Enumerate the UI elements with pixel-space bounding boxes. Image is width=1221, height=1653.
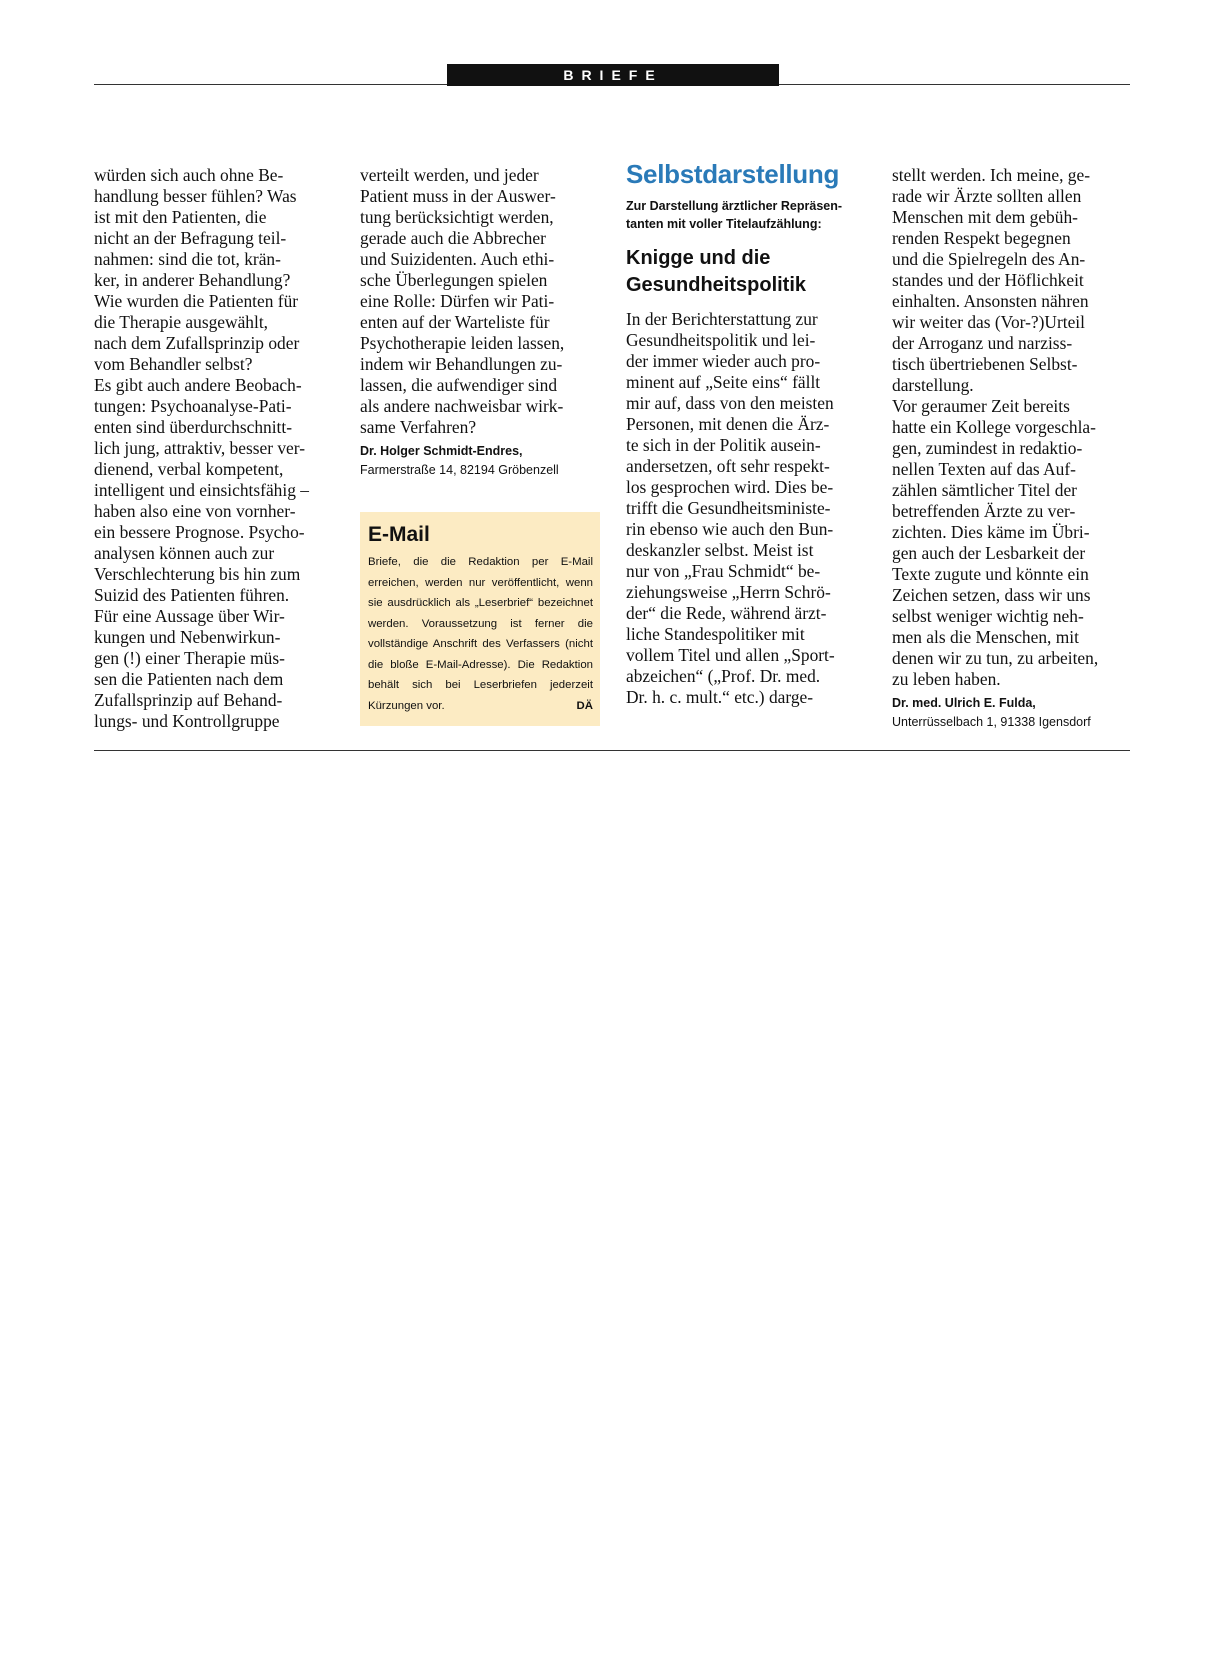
column-4 (892, 165, 1132, 732)
footer-rule (94, 750, 1130, 751)
letter-title: Knigge und die Gesundheitspolitik (626, 247, 807, 296)
email-box-text (368, 552, 593, 716)
letter-body-continued: würden sich auch ohne Be- handlung besser fühlen? Was ist mit den Patienten, die nicht an der Befragung teil- nahmen: sind die tot, krän- ker, in anderer Behandlung? Wie wurden die Patienten für die Therapie ausgewählt, nach dem Zufallsprinzip oder vom Behandler selbst? Es gibt auch andere Beobach- tungen: Psychoanalyse-Pati- enten sind überdurchschnitt- lich jung, attraktiv, besser ver- dienend, verbal kompetent, intelligent und einsichtsfähig – haben also eine von vornher- ein bessere Prognose. Psycho- analysen können auch zur Verschlechterung bis hin zum Suizid des Patienten führen. Für eine Aussage über Wir- kungen und Nebenwirkun- gen (!) einer Therapie müs- sen die Patienten nach dem Zufallsprinzip auf Behand- lungs- und Kontrollgruppe (94, 165, 309, 731)
section-header: BRIEFE (447, 64, 779, 86)
email-box-signature: DÄ (576, 699, 593, 712)
column-1 (94, 165, 334, 732)
rubric-title: Selbstdarstellung (626, 159, 840, 189)
letter-body-continued: stellt werden. Ich meine, ge- rade wir Ärzte sollten allen Menschen mit dem gebüh- renden Respekt begegnen und die Spielregeln des An- standes und der Höflichkeit einhalten. Ansonsten nähren wir weiter das (Vor-?)Urteil der Arroganz und narziss- tisch übertriebenen Selbst- darstellung. Vor geraumer Zeit bereits hatte ein Kollege vorgeschla- gen, zumindest in redaktio- nellen Texten auf das Auf- zählen sämtlicher Titel der betreffenden Ärzte zu ver- zichten. Dies käme im Übri- gen auch der Lesbarkeit der Texte zugute und könnte ein Zeichen setzen, dass wir uns selbst weniger wichtig neh- men als die Menschen, mit denen wir zu tun, zu arbeiten, zu leben haben. (892, 165, 1099, 689)
letter-body: In der Berichterstattung zur Gesundheitspolitik und lei- der immer wieder auch pro- minent auf „Seite eins“ fällt mir auf, dass von den meisten Personen, mit denen die Ärz- te sich in der Politik ausein- andersetzen, oft sehr respekt- los gesprochen wird. Dies be- trifft die Gesundheitsministe- rin ebenso wie auch den Bun- deskanzler selbst. Meist ist nur von „Frau Schmidt“ be- ziehungsweise „Herrn Schrö- der“ die Rede, während ärzt- liche Standespolitiker mit vollem Titel und allen „Sport- abzeichen“ („Prof. Dr. med. Dr. h. c. mult.“ etc.) darge- (626, 309, 835, 707)
column-3 (626, 159, 866, 708)
author-name: Dr. med. Ulrich E. Fulda, (892, 696, 1036, 710)
column-2 (360, 165, 600, 726)
author-address: Unterrüsselbach 1, 91338 Igensdorf (892, 715, 1091, 729)
email-box-title: E-Mail (368, 523, 430, 546)
rubric-intro: Zur Darstellung ärztlicher Repräsen- tanten mit voller Titelaufzählung: (626, 199, 843, 231)
email-box-body: Briefe, die die Redaktion per E-Mail erreichen, werden nur veröffentlicht, wenn sie ausdrücklich als „Leserbrief“ bezeichnet werden. Voraussetzung ist ferner die vollständige Anschrift des Verfassers (nicht die bloße E-Mail-Adresse). Die Redaktion behält sich bei Leserbriefen jederzeit Kürzungen vor. (368, 556, 593, 712)
letter-body-end: verteilt werden, und jeder Patient muss in der Auswer- tung berücksichtigt werden, gerade auch die Abbrecher und Suizidenten. Auch ethi- sche Überlegungen spielen eine Rolle: Dürfen wir Pati- enten auf der Warteliste für Psychotherapie leiden lassen, indem wir Behandlungen zu- lassen, die aufwendiger sind als andere nachweisbar wirk- same Verfahren? (360, 165, 565, 437)
author-address: Farmerstraße 14, 82194 Gröbenzell (360, 463, 559, 477)
author-name: Dr. Holger Schmidt-Endres, (360, 444, 523, 458)
email-info-box (360, 512, 600, 726)
